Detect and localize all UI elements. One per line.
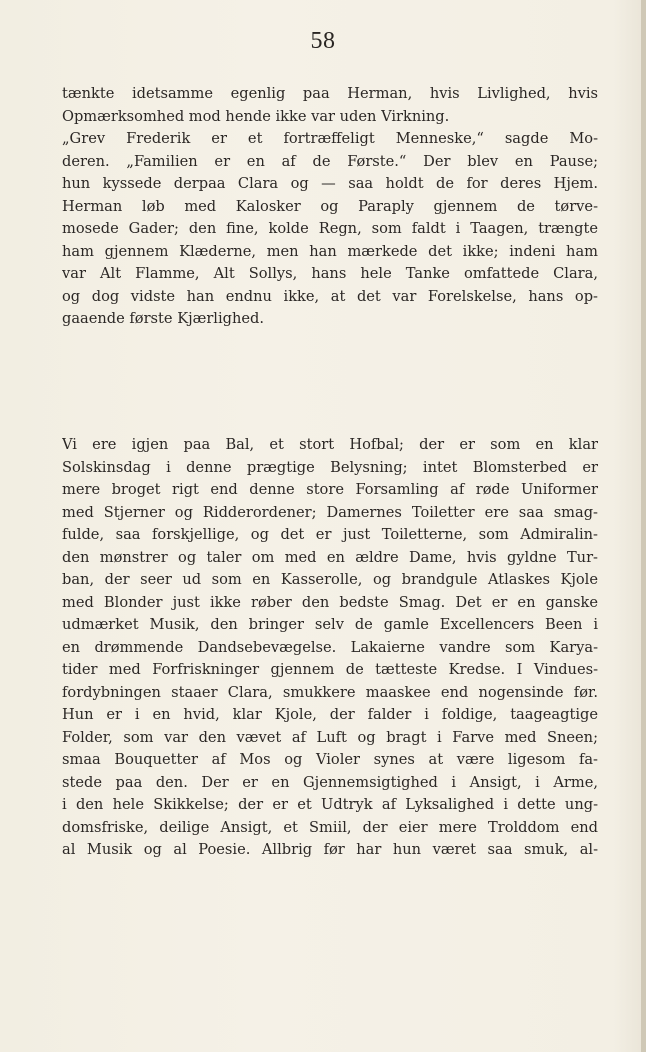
text-line: en drømmende Dandsebevægelse. Lakaierne vandre som Karyа- [62,638,598,656]
text-line: mosede Gader; den fine, kolde Regn, som faldt i Taagen, trængte [62,220,598,237]
text-line: var Alt Flamme, Alt Sollys, hans hele Tanke omfattede Clara, [62,265,598,282]
text-line: gaaende første Kjærlighed. [62,310,265,327]
text-line: i den hele Skikkelse; der er et Udtryk af Lyksalighed i dette ung- [62,796,598,813]
text-line: ban, der seer ud som en Kasserolle, og brandgule Atlaskes Kjole [62,571,598,588]
text-line: smaa Bouquetter af Mos og Violer synes at være ligesom fa- [62,751,598,768]
text-line: al Musik og al Poesie. Allbrig før har hun været saa smuk, al- [62,841,598,858]
text-line: tænkte idetsamme egenlig paa Herman, hvis Livlighed, hvis [62,85,598,102]
text-line: Folder, som var den vævet af Luft og bragt i Farve med Sneen; [62,728,598,746]
text-line: hun kyssede derpaa Clara og — saa holdt de for deres Hjem. [62,175,598,192]
paragraph-2 [62,434,598,862]
text-line: udmærket Musik, den bringer selv de gamle Excellencers Been i [62,616,598,633]
paragraph-1 [62,83,598,331]
text-line: med Stjerner og Ridderordener; Damernes Toiletter ere saa smag- [62,503,598,521]
text-line: og dog vidste han endnu ikke, at det var Forelskelse, hans op- [62,287,598,305]
text-line: Solskinsdag i denne prægtige Belysning; intet Blomsterbed er [62,458,598,476]
text-line: tider med Forfriskninger gjennem de tætteste Kredse. I Vindues- [62,661,598,678]
text-line: stede paa den. Der er en Gjennemsigtighed i Ansigt, i Arme, [62,773,598,791]
text-line: deren. „Familien er en af de Første.“ Der blev en Pause; [62,152,598,170]
text-line: med Blonder just ikke røber den bedste Smag. Det er en ganske [62,593,598,611]
page-number: 58 [310,28,336,54]
text-line: den mønstrer og taler om med en ældre Dame, hvis gyldne Tur- [62,548,598,566]
text-line: Opmærksomhed mod hende ikke var uden Virkning. [62,107,450,125]
text-line: ham gjennem Klæderne, men han mærkede det ikke; indeni ham [62,242,598,260]
text-line: „Grev Frederik er et fortræffeligt Menneske,“ sagde Mo- [62,130,598,147]
text-line: Hun er i en hvid, klar Kjole, der falder i foldige, taageagtige [62,706,598,723]
text-line: fordybningen staaer Clara, smukkere maaskee end nogensinde før. [62,683,598,701]
text-line: domsfriske, deilige Ansigt, et Smiil, der eier mere Trolddom end [62,818,598,836]
text-line: mere broget rigt end denne store Forsamling af røde Uniformer [62,481,598,498]
page-edge [641,0,646,1052]
text-line: fulde, saa forskjellige, og det er just Toiletterne, som Admiralin- [62,526,598,543]
text-line: Herman løb med Kalosker og Paraply gjennem de tørve- [62,197,598,215]
text-line: Vi ere igjen paa Bal, et stort Hofbal; der er som en klar [62,436,598,453]
